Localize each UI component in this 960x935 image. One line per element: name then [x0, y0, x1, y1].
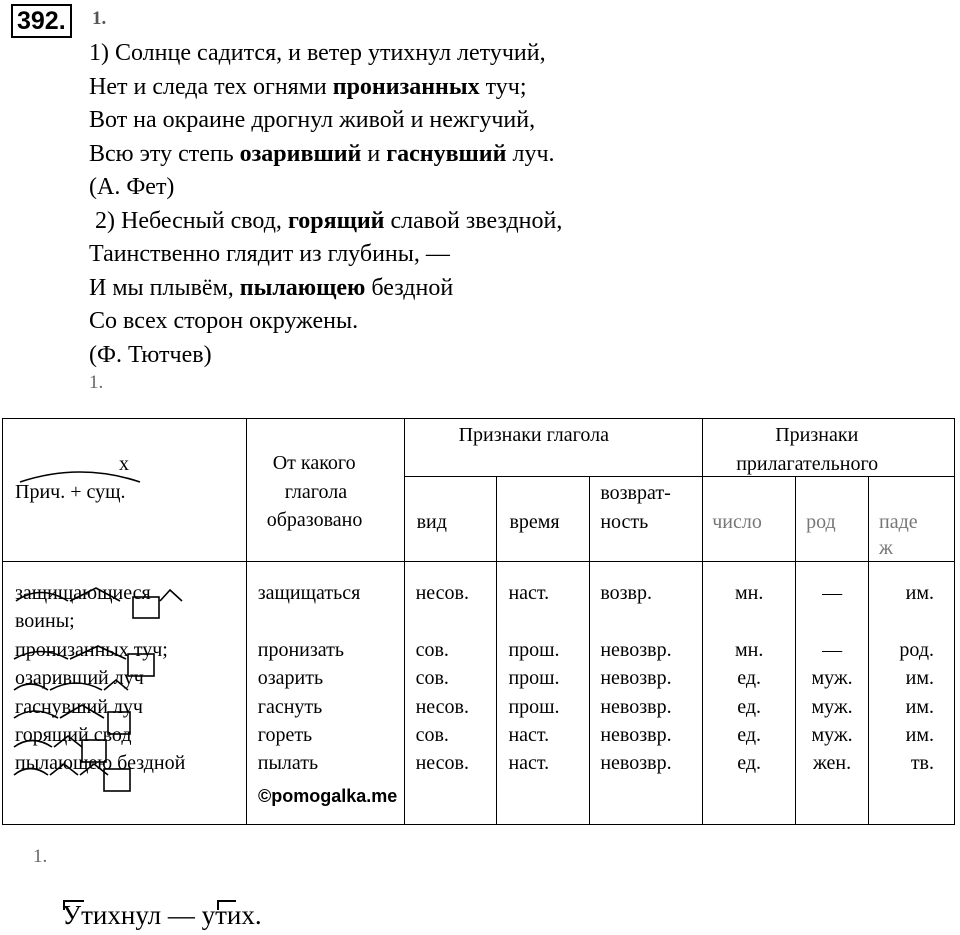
padezh-column [869, 562, 955, 825]
header-verb-features: Признаки глагола [404, 419, 703, 477]
cell-chislo: ед. [737, 667, 762, 689]
sub-label: 1. [89, 372, 104, 393]
participle-bold: пылающею [239, 274, 366, 301]
header-phrase [3, 419, 247, 562]
poem-text-run: 2) Небесный свод, [89, 207, 288, 234]
cell-chislo: мн. [734, 639, 764, 661]
cell-chislo: ед. [737, 752, 762, 774]
cell-verb: гореть [257, 724, 313, 746]
cell-vozvrat: невозвр. [600, 667, 672, 689]
poem-text-run: (А. Фет) [89, 174, 175, 200]
watermark: ©pomogalka.me [258, 786, 398, 806]
poem-text-run: туч; [479, 73, 527, 100]
poem-text-run: Всю эту степь [89, 140, 240, 167]
participle-bold: горящий [287, 207, 385, 234]
vremya-column [497, 562, 590, 825]
cell-rod: — [822, 582, 843, 604]
rod-column [796, 562, 869, 825]
cell-verb: пылать [257, 752, 319, 774]
poem-text-run: 1) Солнце садится, и ветер утихнул летучий, [89, 40, 546, 66]
header-vid: вид [404, 477, 497, 562]
sub-label-bottom: 1. [33, 846, 48, 867]
cell-rod: — [822, 639, 843, 661]
poem-line [89, 305, 562, 339]
header-chislo: число [703, 477, 796, 562]
cell-vozvrat: невозвр. [600, 639, 672, 661]
cell-verb: защищаться [257, 582, 361, 604]
poem-line [89, 71, 562, 105]
cell-vid: несов. [415, 696, 469, 718]
cell-vozvrat: невозвр. [600, 752, 672, 774]
cell-padezh: род. [899, 639, 934, 661]
poem-text-run: бездной [365, 274, 454, 301]
cell-vozvrat: невозвр. [600, 724, 672, 746]
vozvrat-column [590, 562, 703, 825]
cell-verb: пронизать [257, 639, 344, 661]
cell-vremya: наст. [508, 724, 550, 746]
poem-text-run: и [361, 140, 387, 167]
cell-padezh: тв. [910, 752, 934, 774]
header-rod: род [796, 477, 869, 562]
poem-line [89, 339, 562, 373]
participle-bold: озаривший [239, 140, 362, 167]
cell-vid: несов. [415, 582, 469, 604]
poem-line [89, 138, 562, 172]
poem-text-run: Со всех сторон окружены. [89, 308, 359, 334]
cell-chislo: ед. [737, 724, 762, 746]
cell-phrase: озаривший луч [15, 667, 144, 689]
header-adj-features: Признаки прилагательного [703, 419, 955, 477]
cell-vozvrat: невозвр. [600, 696, 672, 718]
poem-line [89, 171, 562, 205]
participle-bold: пронизанных [332, 73, 480, 100]
cell-padezh: им. [905, 696, 934, 718]
cell-phrase: горящий свод [15, 724, 132, 746]
poem-text-run: Таинственно глядит из глубины, — [89, 241, 450, 267]
cell-vozvrat: возвр. [600, 582, 652, 604]
cell-phrase: защищающиеся [15, 582, 151, 604]
header-vozvrat: возврат- ность [590, 477, 703, 562]
cell-rod: жен. [813, 752, 852, 774]
cell-rod: муж. [811, 696, 853, 718]
cell-vid: несов. [415, 752, 469, 774]
cell-phrase: гаснувший луч [15, 696, 143, 718]
table-body-row [3, 562, 955, 825]
cell-vremya: наст. [508, 582, 550, 604]
cell-vremya: прош. [508, 639, 560, 661]
final-word-example: Утихнул — утих. [62, 900, 262, 930]
header-padezh: паде ж [869, 477, 955, 562]
poem-line [89, 272, 562, 306]
vid-column [404, 562, 497, 825]
cell-vremya: наст. [508, 752, 550, 774]
cell-vid: сов. [415, 639, 449, 661]
cell-rod: муж. [811, 667, 853, 689]
cell-padezh: им. [905, 667, 934, 689]
exercise-part-label: 1. [92, 8, 107, 29]
poem-text-run: Вот на окраине дрогнул живой и нежгучий, [89, 107, 536, 133]
header-phrase-label: Прич. + сущ. [15, 481, 126, 503]
cell-vremya: прош. [508, 667, 560, 689]
chislo-column [703, 562, 796, 825]
cell-phrase: пылающею бездной [15, 752, 186, 774]
poem-text-run: славой звездной, [384, 207, 563, 234]
cell-chislo: мн. [734, 582, 764, 604]
analysis-table [2, 418, 955, 825]
cell-vid: сов. [415, 724, 449, 746]
cell-phrase-continued: воины; [15, 610, 75, 632]
poem-line [89, 104, 562, 138]
poem-text [89, 37, 562, 372]
cell-vid: сов. [415, 667, 449, 689]
poem-text-run: Нет и следа тех огнями [89, 73, 333, 100]
cell-rod: муж. [811, 724, 853, 746]
header-x-mark: x [119, 453, 129, 475]
cell-phrase: пронизанных туч; [15, 639, 168, 661]
header-source-verb: От какого глагола образовано [246, 419, 404, 562]
cell-padezh: им. [905, 582, 934, 604]
exercise-number: 392. [11, 4, 72, 38]
poem-line [89, 238, 562, 272]
participle-bold: гаснувший [386, 140, 507, 167]
cell-chislo: ед. [737, 696, 762, 718]
cell-verb: гаснуть [257, 696, 323, 718]
poem-text-run: И мы плывём, [89, 274, 240, 301]
poem-text-run: (Ф. Тютчев) [89, 341, 212, 368]
poem-line [89, 37, 562, 71]
phrase-column [3, 562, 247, 825]
cell-verb: озарить [257, 667, 324, 689]
poem-text-run: луч. [506, 140, 555, 167]
header-vremya: время [497, 477, 590, 562]
poem-line [89, 205, 562, 239]
cell-padezh: им. [905, 724, 934, 746]
cell-vremya: прош. [508, 696, 560, 718]
